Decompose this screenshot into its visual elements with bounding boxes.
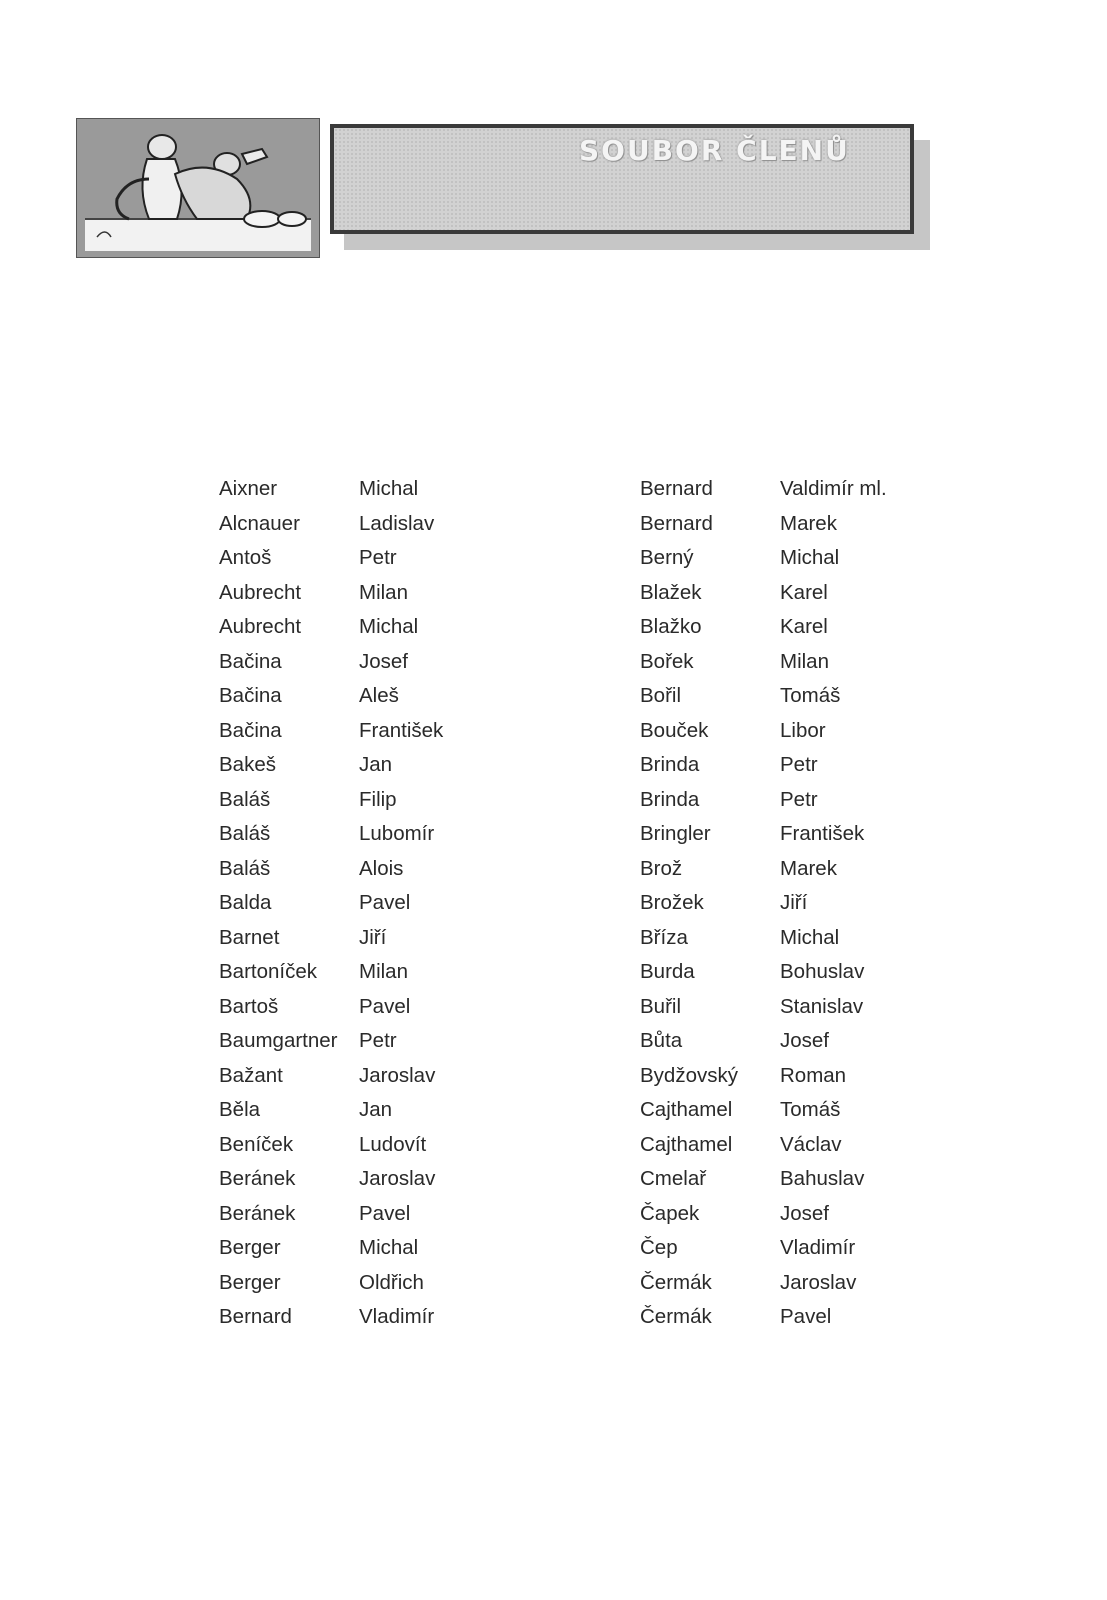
member-row	[219, 714, 499, 749]
member-row	[640, 576, 920, 611]
member-surname: Cajthamel	[640, 1098, 733, 1122]
member-firstname: Pavel	[359, 1201, 411, 1225]
member-surname: Baláš	[219, 787, 271, 811]
member-row	[219, 1024, 499, 1059]
member-firstname: Aleš	[359, 684, 399, 708]
member-row	[640, 1093, 920, 1128]
member-surname: Berger	[219, 1270, 281, 1294]
member-row	[640, 817, 920, 852]
member-firstname: Vladimír	[359, 1305, 435, 1329]
member-firstname: Roman	[780, 1063, 847, 1087]
member-row	[640, 1300, 920, 1335]
member-row	[640, 783, 920, 818]
member-firstname: Marek	[780, 856, 837, 880]
member-surname: Cmelař	[640, 1167, 707, 1191]
member-row	[219, 817, 499, 852]
member-firstname: Jan	[359, 753, 393, 777]
member-firstname: Michal	[359, 477, 419, 501]
member-surname: Aubrecht	[219, 615, 302, 639]
member-surname: Brinda	[640, 753, 700, 777]
member-surname: Aubrecht	[219, 580, 302, 604]
member-row	[640, 507, 920, 542]
member-firstname: Milan	[359, 960, 408, 984]
member-row	[219, 645, 499, 680]
member-surname: Buřil	[640, 994, 682, 1018]
member-row	[219, 955, 499, 990]
member-firstname: Stanislav	[780, 994, 864, 1018]
member-surname: Beníček	[219, 1132, 294, 1156]
member-surname: Bažant	[219, 1063, 283, 1087]
member-firstname: Michal	[780, 925, 840, 949]
member-row	[640, 645, 920, 680]
member-row	[219, 472, 499, 507]
member-row	[640, 1024, 920, 1059]
member-row	[219, 921, 499, 956]
member-row	[640, 679, 920, 714]
member-surname: Berný	[640, 546, 694, 570]
member-surname: Bořek	[640, 649, 694, 673]
member-row	[640, 852, 920, 887]
member-surname: Baláš	[219, 856, 271, 880]
member-row	[640, 1059, 920, 1094]
member-row	[219, 748, 499, 783]
member-row	[640, 610, 920, 645]
member-surname: Beránek	[219, 1201, 296, 1225]
member-firstname: Alois	[359, 856, 404, 880]
member-row	[219, 852, 499, 887]
member-surname: Čep	[640, 1236, 678, 1260]
member-firstname: Michal	[359, 1236, 419, 1260]
member-firstname: Michal	[780, 546, 840, 570]
member-row	[219, 1128, 499, 1163]
member-surname: Aixner	[219, 477, 278, 501]
member-row	[640, 1197, 920, 1232]
member-surname: Bartoníček	[219, 960, 317, 984]
member-row	[219, 1162, 499, 1197]
member-firstname: Tomáš	[780, 1098, 841, 1122]
member-row	[640, 714, 920, 749]
member-row	[219, 783, 499, 818]
wrestlers-cartoon-icon	[76, 118, 320, 258]
member-surname: Brož	[640, 856, 683, 880]
title-banner	[330, 124, 914, 234]
member-surname: Běla	[219, 1098, 261, 1122]
member-row	[219, 679, 499, 714]
member-firstname: Jaroslav	[780, 1270, 857, 1294]
member-row	[640, 1266, 920, 1301]
member-firstname: Pavel	[780, 1305, 832, 1329]
member-row	[640, 1128, 920, 1163]
member-surname: Bringler	[640, 822, 711, 846]
member-firstname: Tomáš	[780, 684, 841, 708]
member-list-right	[640, 472, 920, 1335]
member-row	[640, 886, 920, 921]
member-firstname: Pavel	[359, 891, 411, 915]
member-firstname: Petr	[359, 546, 397, 570]
member-firstname: Petr	[359, 1029, 397, 1053]
member-row	[219, 507, 499, 542]
member-surname: Bouček	[640, 718, 709, 742]
member-row	[219, 886, 499, 921]
member-firstname: Libor	[780, 718, 826, 742]
member-row	[219, 990, 499, 1025]
member-surname: Bydžovský	[640, 1063, 738, 1087]
member-surname: Bačina	[219, 649, 282, 673]
member-firstname: Petr	[780, 787, 818, 811]
member-row	[219, 1266, 499, 1301]
member-surname: Bačina	[219, 684, 282, 708]
member-firstname: Pavel	[359, 994, 411, 1018]
member-surname: Bernard	[640, 511, 713, 535]
member-firstname: František	[780, 822, 865, 846]
member-firstname: Lubomír	[359, 822, 435, 846]
page-title: SOUBOR ČLENŮ	[579, 134, 850, 167]
member-row	[640, 1162, 920, 1197]
member-firstname: Karel	[780, 580, 828, 604]
member-row	[219, 576, 499, 611]
member-surname: Brinda	[640, 787, 700, 811]
member-surname: Čermák	[640, 1270, 712, 1294]
member-surname: Beránek	[219, 1167, 296, 1191]
member-surname: Berger	[219, 1236, 281, 1260]
member-row	[640, 1231, 920, 1266]
member-firstname: Michal	[359, 615, 419, 639]
member-surname: Brožek	[640, 891, 704, 915]
member-surname: Baláš	[219, 822, 271, 846]
member-surname: Čermák	[640, 1305, 712, 1329]
member-row	[640, 955, 920, 990]
member-firstname: Filip	[359, 787, 397, 811]
member-surname: Bořil	[640, 684, 682, 708]
member-row	[640, 541, 920, 576]
member-row	[640, 990, 920, 1025]
member-surname: Bůta	[640, 1029, 683, 1053]
member-surname: Bříza	[640, 925, 688, 949]
member-firstname: Jan	[359, 1098, 393, 1122]
member-surname: Bakeš	[219, 753, 276, 777]
member-row	[640, 748, 920, 783]
member-surname: Burda	[640, 960, 695, 984]
member-firstname: Václav	[780, 1132, 842, 1156]
member-surname: Čapek	[640, 1201, 700, 1225]
member-surname: Baumgartner	[219, 1029, 338, 1053]
member-firstname: Josef	[359, 649, 408, 673]
member-firstname: František	[359, 718, 444, 742]
member-row	[219, 1231, 499, 1266]
member-firstname: Jaroslav	[359, 1063, 436, 1087]
member-surname: Bernard	[219, 1305, 292, 1329]
member-row	[219, 1059, 499, 1094]
member-firstname: Ludovít	[359, 1132, 427, 1156]
member-firstname: Josef	[780, 1201, 829, 1225]
member-surname: Bernard	[640, 477, 713, 501]
member-row	[640, 472, 920, 507]
member-firstname: Josef	[780, 1029, 829, 1053]
member-firstname: Milan	[359, 580, 408, 604]
member-list-left	[219, 472, 499, 1335]
member-firstname: Bohuslav	[780, 960, 865, 984]
member-firstname: Bahuslav	[780, 1167, 865, 1191]
member-surname: Barnet	[219, 925, 280, 949]
member-row	[219, 541, 499, 576]
member-row	[219, 1300, 499, 1335]
member-firstname: Jaroslav	[359, 1167, 436, 1191]
member-row	[219, 1093, 499, 1128]
member-surname: Bačina	[219, 718, 282, 742]
member-firstname: Jiří	[359, 925, 387, 949]
member-firstname: Valdimír ml.	[780, 477, 887, 501]
member-firstname: Oldřich	[359, 1270, 424, 1294]
member-firstname: Marek	[780, 511, 837, 535]
member-surname: Antoš	[219, 546, 272, 570]
member-row	[219, 1197, 499, 1232]
member-surname: Balda	[219, 891, 272, 915]
member-row	[219, 610, 499, 645]
member-surname: Blažko	[640, 615, 702, 639]
member-surname: Bartoš	[219, 994, 279, 1018]
member-firstname: Vladimír	[780, 1236, 856, 1260]
member-surname: Alcnauer	[219, 511, 300, 535]
member-firstname: Petr	[780, 753, 818, 777]
member-row	[640, 921, 920, 956]
member-surname: Cajthamel	[640, 1132, 733, 1156]
member-firstname: Karel	[780, 615, 828, 639]
member-surname: Blažek	[640, 580, 702, 604]
member-firstname: Ladislav	[359, 511, 435, 535]
member-firstname: Milan	[780, 649, 829, 673]
member-firstname: Jiří	[780, 891, 808, 915]
